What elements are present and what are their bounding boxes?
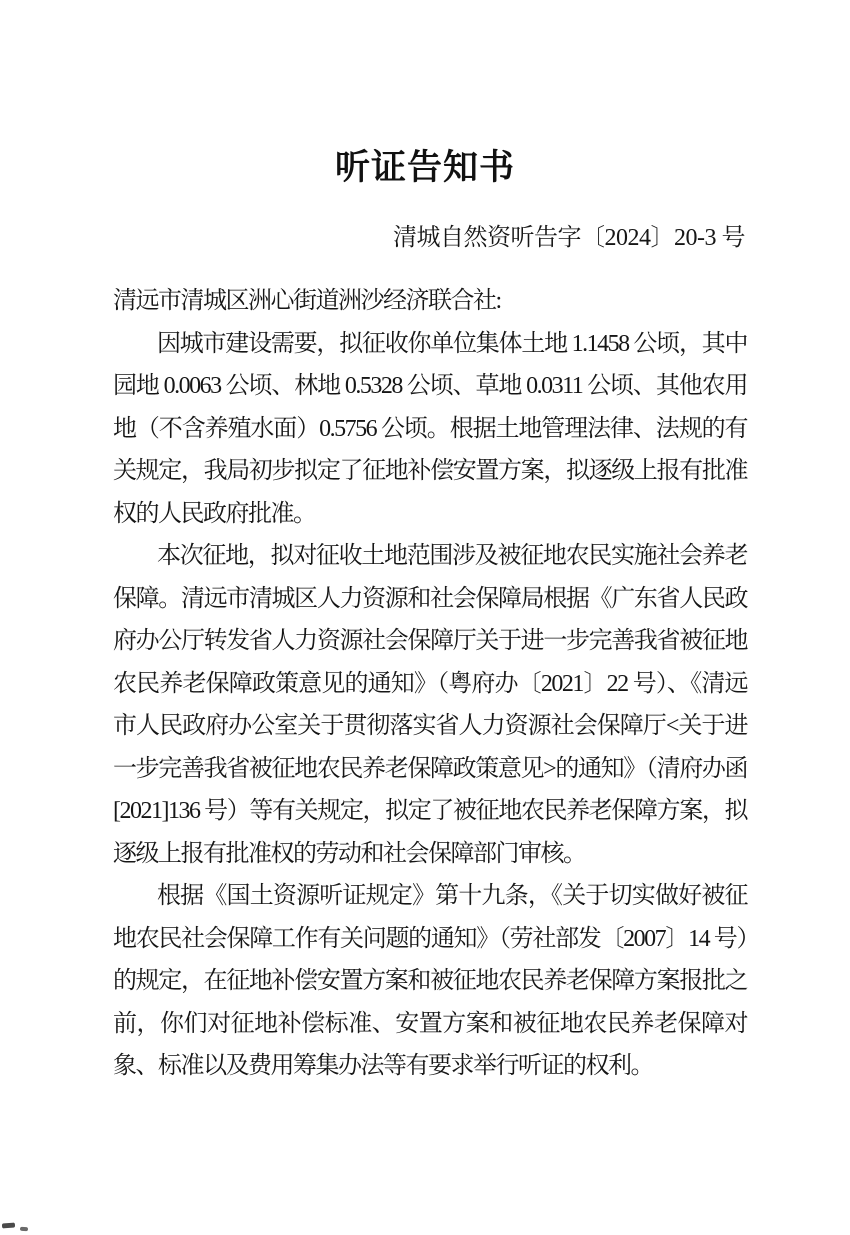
scan-smudge [2, 1223, 15, 1229]
document-number: 清城自然资听告字〔2024〕20-3 号 [393, 225, 745, 251]
paragraph-social-security: 本次征地，拟对征收土地范围涉及被征地农民实施社会养老保障。清远市清城区人力资源和社会保障局根据《广东省人民政府办公厅转发省人力资源社会保障厅关于进一步完善我省被征地农民养老保障政策意见的通知》（粤府办〔2021〕22 号）、《清远市人民政府办公室关于贯彻落实省人力资源社会保障厅<关于进一步完善我省被征地农民养老保障政策意见>的通知》（清府办函[2021]136 号）等有关规定，拟定了被征地农民养老保障方案，拟逐级上报有批准权的劳动和社会保障部门审核。 [113, 543, 747, 867]
document-body [113, 280, 747, 1088]
document-title: 听证告知书 [334, 148, 515, 187]
scan-smudge [20, 1227, 28, 1231]
paragraph-land-acquisition: 因城市建设需要，拟征收你单位集体土地 1.1458 公顷，其中园地 0.0063 公顷、林地 0.5328 公顷、草地 0.0311 公顷、其他农用地（不含养殖水面）0.5756 公顷。根据土地管理法律、法规的有关规定，我局初步拟定了征地补偿安置方案，拟逐级上报有批准权的人民政府批准。 [113, 330, 747, 527]
paragraph-hearing-rights: 根据《国土资源听证规定》第十九条，《关于切实做好被征地农民社会保障工作有关问题的通知》（劳社部发〔2007〕14 号）的规定，在征地补偿安置方案和被征地农民养老保障方案报批之前，你们对征地补偿标准、安置方案和被征地农民养老保障对象、标准以及费用筹集办法等有要求举行听证的权利。 [113, 883, 747, 1079]
addressee-line: 清远市清城区洲心街道洲沙经济联合社: [113, 288, 501, 314]
